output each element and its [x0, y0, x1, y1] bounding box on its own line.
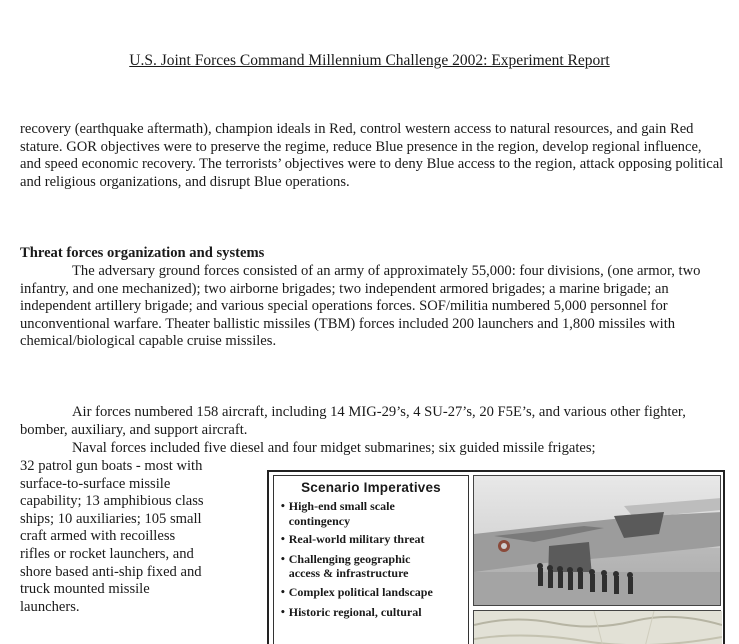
section-heading: Threat forces organization and systems [20, 245, 265, 261]
imperative-item [280, 605, 468, 621]
imperative-line: Real-world military threat [288, 532, 425, 547]
imperative-item [280, 552, 468, 581]
imperative-line: Challenging geographic [288, 551, 411, 566]
figure-title: Scenario Imperatives [301, 480, 441, 495]
bullet-icon: • [280, 502, 286, 512]
bullet-icon: • [280, 554, 286, 565]
imperatives-panel [273, 475, 469, 644]
imperative-line: access & infrastructure [288, 566, 409, 581]
side-line: 32 patrol gun boats - most with [20, 458, 203, 474]
imperative-line: Complex political landscape [288, 584, 433, 599]
imperative-line: High-end small scale [288, 499, 395, 513]
bullet-icon: • [280, 607, 286, 618]
side-line: truck mounted missile [20, 581, 150, 598]
aircraft-troops-illustration [474, 476, 721, 606]
side-line: shore based anti-ship fixed and [20, 563, 202, 580]
paragraph-objectives: recovery (earthquake aftermath), champion ideals in Red, control western access to natural resources, and gain Red stature. GOR objectives were to preserve the regime, reduce Blue presence in the region, develop regional influence, and speed economic recovery. The terrorists’ objectives were to deny Blue access to the region, attack opposing political and religious organizations, and disrupt Blue operations. [20, 121, 724, 190]
side-line: capability; 13 amphibious class [20, 493, 204, 510]
terrain-illustration [474, 611, 722, 644]
imperative-item [280, 532, 468, 548]
bullet-icon: • [280, 535, 286, 546]
side-line: launchers. [20, 598, 80, 615]
imperatives-list [274, 499, 468, 620]
page-header: U.S. Joint Forces Command Millennium Challenge 2002: Experiment Report [129, 52, 610, 69]
side-line: rifles or rocket launchers, and [20, 545, 194, 562]
paragraph-ground-forces: The adversary ground forces consisted of an army of approximately 55,000: four divisions, (one armor, two infantry, and one mechanized); two airborne brigades; two independent armored brigades; a marine brigade; an independent artillery brigade; and various special operations forces. SOF/militia numbered 5,000 personnel for unconventional warfare. Theater ballistic missiles (TBM) forces included 200 launchers and 1,800 missiles with chemical/biological capable cruise missiles. [20, 263, 701, 350]
side-line: ships; 10 auxiliaries; 105 small [20, 510, 202, 527]
paragraph-air-forces: Air forces numbered 158 aircraft, including 14 MIG-29’s, 4 SU-27’s, 20 F5E’s, and various other fighter, bomber, auxiliary, and support aircraft. [20, 404, 686, 438]
imperative-line: Historic regional, cultural [288, 604, 422, 619]
imperative-item [280, 585, 468, 601]
side-line: surface-to-surface missile [20, 475, 171, 492]
aircraft-troops-photo [473, 475, 721, 606]
bullet-icon: • [280, 587, 286, 598]
terrain-map-image [473, 610, 721, 644]
scenario-imperatives-figure [267, 470, 725, 644]
imperative-line: contingency [288, 513, 351, 528]
imperative-item [280, 499, 468, 528]
side-line: craft armed with recoilless [20, 528, 176, 545]
naval-forces-continued [20, 458, 252, 616]
paragraph-naval-forces: Naval forces included five diesel and four midget submarines; six guided missile frigates; [72, 440, 596, 456]
